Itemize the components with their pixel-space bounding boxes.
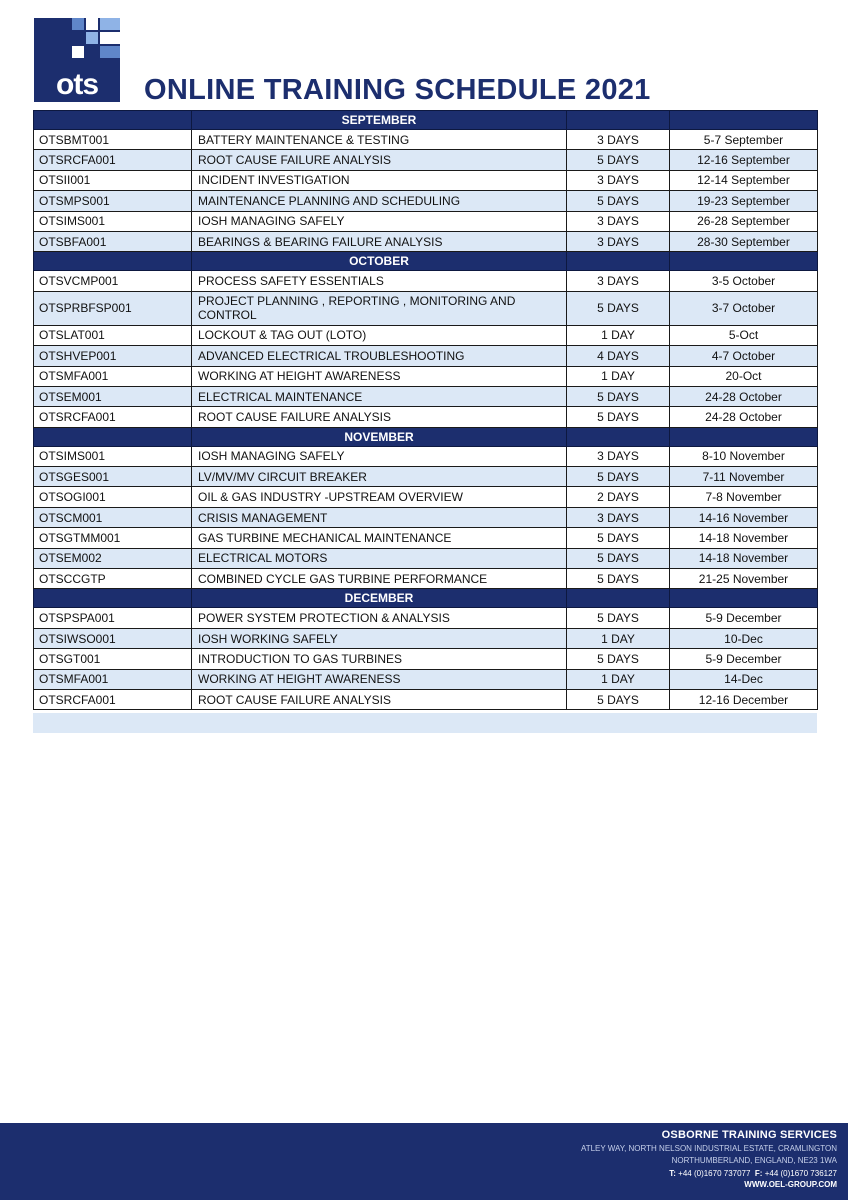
course-duration: 5 DAYS — [567, 548, 670, 568]
fax-label: F: — [754, 1169, 763, 1178]
course-code: OTSMFA001 — [34, 669, 192, 689]
course-code: OTSBMT001 — [34, 130, 192, 150]
table-row — [34, 170, 818, 190]
course-dates: 21-25 November — [670, 569, 818, 589]
course-code: OTSPRBFSP001 — [34, 291, 192, 325]
table-row — [34, 407, 818, 427]
course-code: OTSLAT001 — [34, 325, 192, 345]
course-title: PROJECT PLANNING , REPORTING , MONITORING AND CONTROL — [192, 291, 567, 325]
month-name: OCTOBER — [192, 252, 567, 271]
table-row — [34, 291, 818, 325]
course-dates: 19-23 September — [670, 191, 818, 211]
table-row — [34, 366, 818, 386]
table-row — [34, 130, 818, 150]
ots-logo — [34, 18, 120, 102]
course-code: OTSII001 — [34, 170, 192, 190]
course-code: OTSBFA001 — [34, 231, 192, 251]
course-title: COMBINED CYCLE GAS TURBINE PERFORMANCE — [192, 569, 567, 589]
course-duration: 3 DAYS — [567, 211, 670, 231]
month-header-cell — [34, 111, 192, 130]
course-code: OTSRCFA001 — [34, 689, 192, 709]
course-dates: 10-Dec — [670, 628, 818, 648]
table-row — [34, 150, 818, 170]
schedule-table — [33, 110, 817, 710]
table-row — [34, 325, 818, 345]
month-header-cell — [34, 589, 192, 608]
course-duration: 5 DAYS — [567, 291, 670, 325]
phone-label: T: — [669, 1169, 676, 1178]
course-title: ELECTRICAL MAINTENANCE — [192, 386, 567, 406]
course-title: PROCESS SAFETY ESSENTIALS — [192, 271, 567, 291]
course-title: ADVANCED ELECTRICAL TROUBLESHOOTING — [192, 346, 567, 366]
month-name: DECEMBER — [192, 589, 567, 608]
page-title: ONLINE TRAINING SCHEDULE 2021 — [144, 74, 651, 106]
course-title: GAS TURBINE MECHANICAL MAINTENANCE — [192, 528, 567, 548]
course-duration: 1 DAY — [567, 366, 670, 386]
course-dates: 14-18 November — [670, 528, 818, 548]
course-duration: 3 DAYS — [567, 271, 670, 291]
course-duration: 4 DAYS — [567, 346, 670, 366]
course-title: ROOT CAUSE FAILURE ANALYSIS — [192, 407, 567, 427]
course-dates: 5-7 September — [670, 130, 818, 150]
table-row — [34, 487, 818, 507]
course-title: OIL & GAS INDUSTRY -UPSTREAM OVERVIEW — [192, 487, 567, 507]
course-duration: 3 DAYS — [567, 446, 670, 466]
footer-website[interactable]: WWW.OEL-GROUP.COM — [744, 1180, 837, 1189]
logo-square — [100, 18, 120, 30]
month-name: NOVEMBER — [192, 427, 567, 446]
footer-phone: +44 (0)1670 737077 — [678, 1169, 751, 1178]
footer-fax: +44 (0)1670 736127 — [764, 1169, 837, 1178]
table-row — [34, 669, 818, 689]
course-code: OTSMFA001 — [34, 366, 192, 386]
course-dates: 14-Dec — [670, 669, 818, 689]
schedule-body — [34, 111, 818, 710]
logo-square — [72, 18, 84, 30]
table-row — [34, 211, 818, 231]
table-row — [34, 649, 818, 669]
course-dates: 12-14 September — [670, 170, 818, 190]
course-dates: 20-Oct — [670, 366, 818, 386]
course-duration: 5 DAYS — [567, 689, 670, 709]
month-header-row — [34, 252, 818, 271]
course-title: IOSH WORKING SAFELY — [192, 628, 567, 648]
course-title: BATTERY MAINTENANCE & TESTING — [192, 130, 567, 150]
course-title: IOSH MANAGING SAFELY — [192, 211, 567, 231]
course-title: LV/MV/MV CIRCUIT BREAKER — [192, 467, 567, 487]
table-row — [34, 271, 818, 291]
month-header-row — [34, 427, 818, 446]
course-dates: 14-18 November — [670, 548, 818, 568]
course-title: INTRODUCTION TO GAS TURBINES — [192, 649, 567, 669]
month-header-cell — [670, 427, 818, 446]
course-duration: 5 DAYS — [567, 649, 670, 669]
course-title: WORKING AT HEIGHT AWARENESS — [192, 366, 567, 386]
course-code: OTSIWSO001 — [34, 628, 192, 648]
month-header-cell — [670, 111, 818, 130]
table-row — [34, 231, 818, 251]
course-title: ROOT CAUSE FAILURE ANALYSIS — [192, 689, 567, 709]
course-code: OTSIMS001 — [34, 211, 192, 231]
month-header-row — [34, 111, 818, 130]
course-dates: 5-9 December — [670, 649, 818, 669]
course-title: IOSH MANAGING SAFELY — [192, 446, 567, 466]
course-title: ROOT CAUSE FAILURE ANALYSIS — [192, 150, 567, 170]
table-tail-band — [33, 713, 817, 733]
month-header-cell — [567, 589, 670, 608]
course-title: POWER SYSTEM PROTECTION & ANALYSIS — [192, 608, 567, 628]
course-duration: 5 DAYS — [567, 569, 670, 589]
course-dates: 7-8 November — [670, 487, 818, 507]
course-code: OTSGES001 — [34, 467, 192, 487]
table-row — [34, 689, 818, 709]
course-dates: 7-11 November — [670, 467, 818, 487]
course-duration: 5 DAYS — [567, 528, 670, 548]
course-dates: 3-5 October — [670, 271, 818, 291]
course-dates: 5-Oct — [670, 325, 818, 345]
course-duration: 1 DAY — [567, 669, 670, 689]
course-code: OTSMPS001 — [34, 191, 192, 211]
course-dates: 3-7 October — [670, 291, 818, 325]
course-title: WORKING AT HEIGHT AWARENESS — [192, 669, 567, 689]
logo-text: ots — [56, 68, 98, 101]
table-row — [34, 191, 818, 211]
course-title: INCIDENT INVESTIGATION — [192, 170, 567, 190]
course-code: OTSIMS001 — [34, 446, 192, 466]
month-header-cell — [670, 589, 818, 608]
footer-company: OSBORNE TRAINING SERVICES — [661, 1129, 837, 1141]
course-duration: 5 DAYS — [567, 467, 670, 487]
logo-square — [86, 32, 98, 44]
course-duration: 3 DAYS — [567, 231, 670, 251]
course-code: OTSCCGTP — [34, 569, 192, 589]
logo-square — [100, 32, 120, 44]
course-title: BEARINGS & BEARING FAILURE ANALYSIS — [192, 231, 567, 251]
table-row — [34, 528, 818, 548]
month-header-row — [34, 589, 818, 608]
course-dates: 26-28 September — [670, 211, 818, 231]
month-header-cell — [670, 252, 818, 271]
course-duration: 2 DAYS — [567, 487, 670, 507]
course-code: OTSOGI001 — [34, 487, 192, 507]
course-code: OTSGT001 — [34, 649, 192, 669]
table-row — [34, 346, 818, 366]
course-code: OTSCM001 — [34, 507, 192, 527]
course-duration: 5 DAYS — [567, 407, 670, 427]
course-title: LOCKOUT & TAG OUT (LOTO) — [192, 325, 567, 345]
course-code: OTSVCMP001 — [34, 271, 192, 291]
course-title: ELECTRICAL MOTORS — [192, 548, 567, 568]
course-duration: 3 DAYS — [567, 507, 670, 527]
course-dates: 14-16 November — [670, 507, 818, 527]
course-dates: 24-28 October — [670, 407, 818, 427]
course-dates: 5-9 December — [670, 608, 818, 628]
month-header-cell — [567, 252, 670, 271]
table-row — [34, 608, 818, 628]
course-duration: 5 DAYS — [567, 608, 670, 628]
table-row — [34, 628, 818, 648]
course-code: OTSRCFA001 — [34, 150, 192, 170]
course-duration: 1 DAY — [567, 628, 670, 648]
month-name: SEPTEMBER — [192, 111, 567, 130]
footer-contact — [669, 1169, 837, 1178]
logo-square — [72, 46, 84, 58]
course-dates: 28-30 September — [670, 231, 818, 251]
course-duration: 3 DAYS — [567, 170, 670, 190]
course-code: OTSEM001 — [34, 386, 192, 406]
table-row — [34, 569, 818, 589]
table-row — [34, 507, 818, 527]
table-row — [34, 386, 818, 406]
course-duration: 3 DAYS — [567, 130, 670, 150]
course-duration: 5 DAYS — [567, 150, 670, 170]
month-header-cell — [567, 111, 670, 130]
course-dates: 12-16 September — [670, 150, 818, 170]
course-title: CRISIS MANAGEMENT — [192, 507, 567, 527]
course-dates: 4-7 October — [670, 346, 818, 366]
course-duration: 5 DAYS — [567, 386, 670, 406]
footer-address-line1: ATLEY WAY, NORTH NELSON INDUSTRIAL ESTATE, CRAMLINGTON — [580, 1144, 837, 1153]
course-duration: 5 DAYS — [567, 191, 670, 211]
course-code: OTSGTMM001 — [34, 528, 192, 548]
logo-square — [86, 18, 98, 30]
table-row — [34, 446, 818, 466]
month-header-cell — [34, 427, 192, 446]
course-duration: 1 DAY — [567, 325, 670, 345]
course-code: OTSRCFA001 — [34, 407, 192, 427]
course-title: MAINTENANCE PLANNING AND SCHEDULING — [192, 191, 567, 211]
course-dates: 12-16 December — [670, 689, 818, 709]
table-row — [34, 548, 818, 568]
table-row — [34, 467, 818, 487]
logo-square — [100, 46, 120, 58]
footer — [0, 1123, 848, 1200]
month-header-cell — [34, 252, 192, 271]
course-dates: 24-28 October — [670, 386, 818, 406]
footer-address-line2: NORTHUMBERLAND, ENGLAND, NE23 1WA — [671, 1156, 837, 1165]
course-code: OTSHVEP001 — [34, 346, 192, 366]
course-code: OTSPSPA001 — [34, 608, 192, 628]
month-header-cell — [567, 427, 670, 446]
course-code: OTSEM002 — [34, 548, 192, 568]
course-dates: 8-10 November — [670, 446, 818, 466]
